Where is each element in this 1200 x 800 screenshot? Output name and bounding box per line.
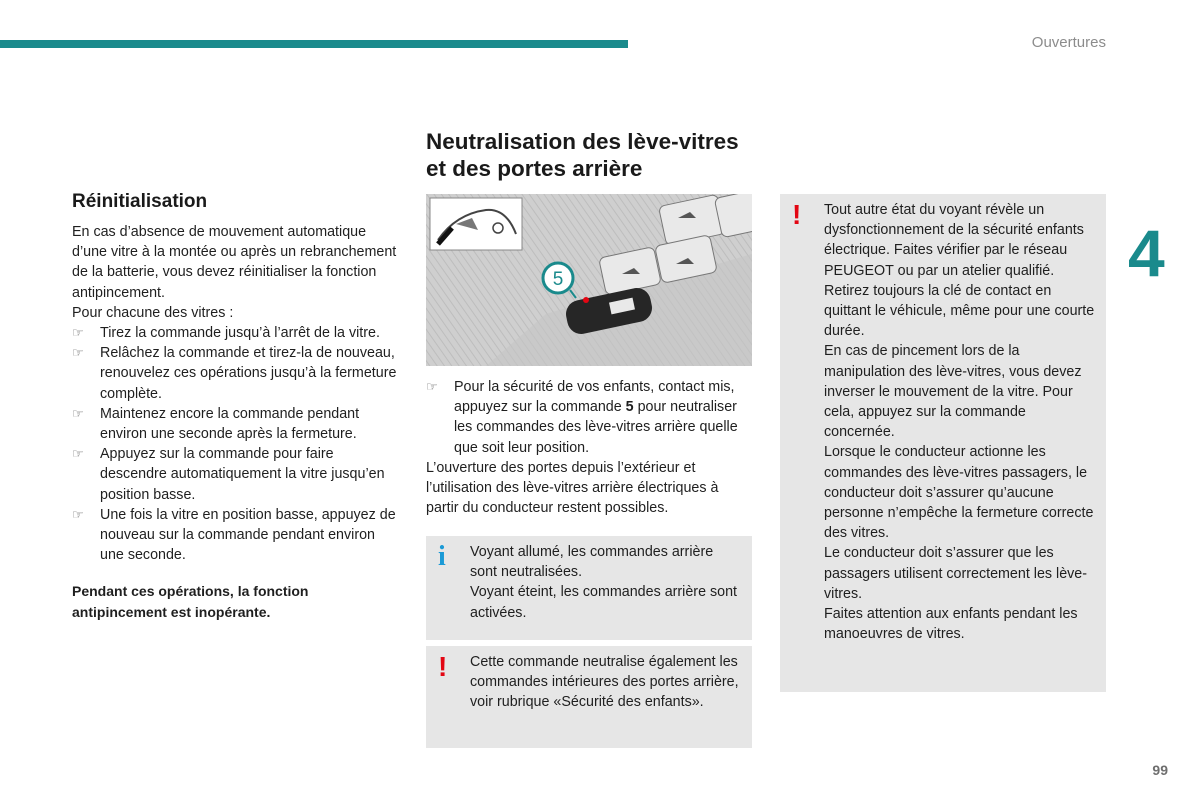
reinit-steps <box>72 323 402 565</box>
info-note <box>426 536 752 640</box>
info-icon: i <box>438 541 446 572</box>
list-item: ☞ Relâchez la commande et tirez-la de nouveau, renouvelez ces opérations jusqu’à la fermeture complète. <box>72 345 397 402</box>
pointing-hand-icon: ☞ <box>72 325 84 341</box>
warning-icon: ! <box>792 199 802 230</box>
window-switch-photo <box>426 194 752 366</box>
section-title: Ouvertures <box>1031 34 1106 51</box>
list-item: ☞ Maintenez encore la commande pendant environ une seconde après la fermeture. <box>72 405 360 443</box>
warning-paragraph: Tout autre état du voyant révèle un dysfonctionnement de la sécurité enfants électrique. Faites vérifier par le réseau PEUGEOT ou par un atelier qualifié. <box>824 202 1084 279</box>
pointing-hand-icon: ☞ <box>72 446 84 462</box>
warning-note <box>426 646 752 748</box>
reinit-intro: En cas d’absence de mouvement automatique d’une vitre à la montée ou après un rebranchement de la batterie, vous devez réinitialiser la fonction antipincement. <box>72 224 397 301</box>
safety-warning-box <box>780 194 1106 692</box>
info-line: Voyant allumé, les commandes arrière sont neutralisées. <box>470 544 714 581</box>
list-item: ☞ Tirez la commande jusqu’à l’arrêt de la vitre. <box>72 323 402 343</box>
warning-paragraph: Faites attention aux enfants pendant les manoeuvres de vitres. <box>824 606 1078 643</box>
warning-paragraph: Retirez toujours la clé de contact en quittant le véhicule, même pour une courte durée. <box>824 282 1095 340</box>
list-item: ☞ Appuyez sur la commande pour faire descendre automatiquement la vitre jusqu’en position basse. <box>72 446 385 503</box>
neutral-heading: Neutralisation des lève-vitres et des portes arrière <box>426 129 739 181</box>
pointing-hand-icon: ☞ <box>72 345 84 361</box>
warning-text: Cette commande neutralise également les commandes intérieures des portes arrière, voir rubrique «Sécurité des enfants». <box>470 654 739 711</box>
callout-number: 5 <box>552 269 564 290</box>
list-item: ☞ Une fois la vitre en position basse, appuyez de nouveau sur la commande pendant environ une seconde. <box>72 506 396 564</box>
neutral-paragraph: L’ouverture des portes depuis l’extérieur et l’utilisation des lève-vitres arrière électriques à partir du conducteur restent possibles. <box>426 459 719 517</box>
warning-paragraph: Lorsque le conducteur actionne les commandes des lève-vitres passagers, le conducteur doit s’assurer qu’aucune personne n’empêche la fermeture correcte des vitres. <box>824 444 1094 542</box>
header-accent-bar <box>0 40 628 48</box>
reinit-warning: Pendant ces opérations, la fonction antipincement est inopérante. <box>72 583 309 620</box>
reinit-section <box>72 190 402 622</box>
warning-paragraph: En cas de pincement lors de la manipulation des lève-vitres, vous devez inverser le mouvement de la vitre. Pour cela, appuyez sur la commande concernée. <box>824 343 1082 441</box>
pointing-hand-icon: ☞ <box>426 379 438 394</box>
page-number: 99 <box>1152 762 1168 778</box>
pointing-hand-icon: ☞ <box>72 506 84 522</box>
warning-icon: ! <box>438 651 448 682</box>
warning-paragraph: Le conducteur doit s’assurer que les passagers utilisent correctement les lève-vitres. <box>824 545 1088 602</box>
reinit-per-window: Pour chacune des vitres : <box>72 304 234 321</box>
info-line: Voyant éteint, les commandes arrière sont activées. <box>470 584 738 621</box>
pointing-hand-icon: ☞ <box>72 405 84 421</box>
list-item: ☞ Pour la sécurité de vos enfants, contact mis, appuyez sur la commande 5 pour neutraliser les commandes des lève-vitres arrière quelle que soit leur position. <box>426 379 738 456</box>
reinit-heading: Réinitialisation <box>72 191 208 212</box>
chapter-number: 4 <box>1128 216 1165 290</box>
neutral-text <box>426 377 752 518</box>
door-panel-illustration <box>426 194 752 366</box>
